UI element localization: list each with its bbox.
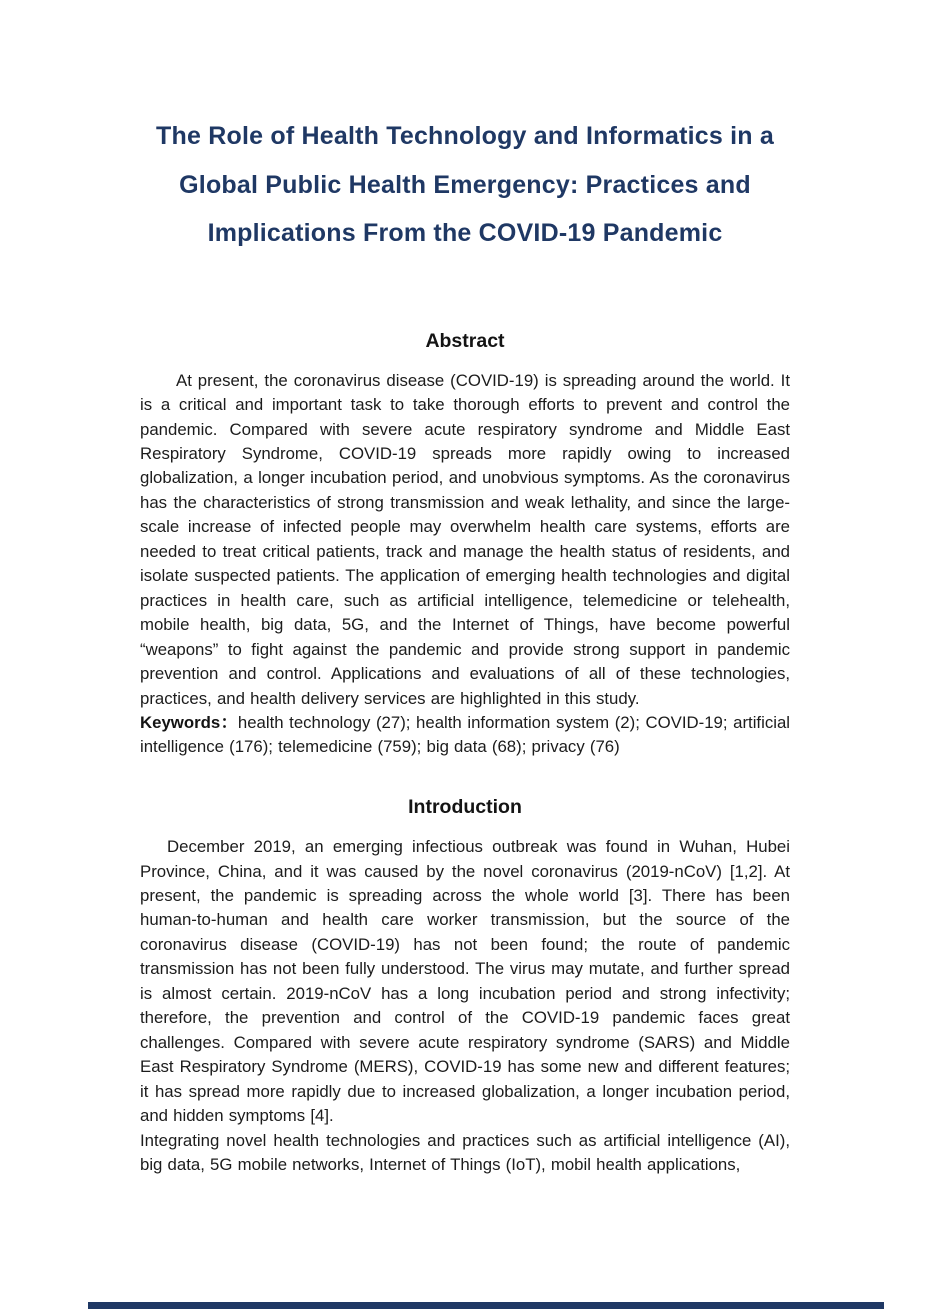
paper-title-line-2: Global Public Health Emergency: Practices and	[179, 170, 751, 199]
paper-title	[140, 112, 790, 258]
paper-title-line-1: The Role of Health Technology and Informatics in a	[156, 122, 774, 150]
introduction-paragraph-1: December 2019, an emerging infectious outbreak was found in Wuhan, Hubei Province, China, and it was caused by the novel coronavirus (2019-nCoV) [1,2]. At present, the pandemic is spreading across the whole world [3]. There has been human-to-human and health care worker transmission, but the source of the coronavirus disease (COVID-19) has not been found; the route of pandemic transmission has not been fully understood. The virus may mutate, and further spread is almost certain. 2019-nCoV has a long incubation period and strong infectivity; therefore, the prevention and control of the COVID-19 pandemic faces great challenges. Compared with severe acute respiratory syndrome (SARS) and Middle East Respiratory Syndrome (MERS), COVID-19 has some new and different features; it has spread more rapidly due to increased globalization, a longer incubation period, and hidden symptoms [4].	[140, 837, 790, 1126]
footer-rule	[88, 1302, 884, 1309]
keywords-text: health technology (27); health information system (2); COVID-19; artificial intelligence (176); telemedicine (759); big data (68); privacy (76)	[140, 713, 791, 757]
introduction-heading: Introduction	[408, 795, 522, 818]
keywords-line	[140, 711, 790, 760]
keywords-label: Keywords：	[140, 713, 238, 733]
abstract-heading: Abstract	[425, 329, 505, 352]
abstract-paragraph: At present, the coronavirus disease (COVID-19) is spreading around the world. It is a critical and important task to take thorough efforts to prevent and control the pandemic. Compared with severe acute respiratory syndrome and Middle East Respiratory Syndrome, COVID-19 spreads more rapidly owing to increased globalization, a longer incubation period, and unobvious symptoms. As the coronavirus has the characteristics of strong transmission and weak lethality, and since the large-scale increase of infected people may overwhelm health care systems, efforts are needed to treat critical patients, track and manage the health status of residents, and isolate suspected patients. The application of emerging health technologies and digital practices in health care, such as artificial intelligence, telemedicine or telehealth, mobile health, big data, 5G, and the Internet of Things, have become powerful “weapons” to fight against the pandemic and provide strong support in pandemic prevention and control. Applications and evaluations of all of these technologies, practices, and health delivery services are highlighted in this study.	[140, 370, 790, 708]
paper-title-line-3: Implications From the COVID-19 Pandemic	[207, 219, 723, 247]
page-content	[140, 112, 790, 1177]
introduction-paragraph-2: Integrating novel health technologies and practices such as artificial intelligence (AI), big data, 5G mobile networks, Internet of Things (IoT), mobil health applications,	[140, 1130, 790, 1174]
